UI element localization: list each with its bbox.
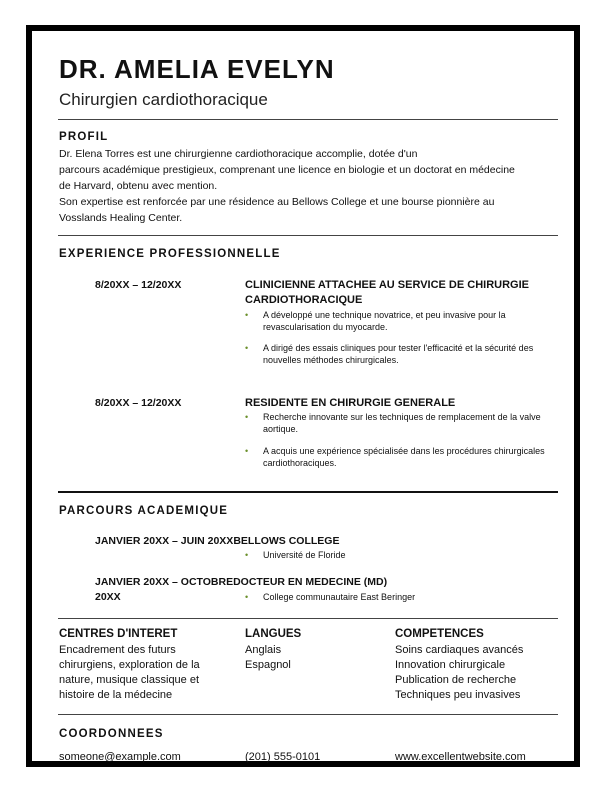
- bullet-item: [245, 591, 555, 603]
- profile-heading: PROFIL: [59, 131, 109, 143]
- bullet-item: [245, 309, 555, 333]
- bullet-icon: •: [245, 446, 249, 456]
- divider: [58, 714, 558, 715]
- divider: [58, 119, 558, 120]
- bullet-icon: •: [245, 310, 249, 320]
- education-entry-year: 20XX: [95, 591, 121, 603]
- bullet-item: [245, 411, 555, 435]
- interests-heading: CENTRES D'INTERET: [59, 628, 178, 640]
- divider: [58, 235, 558, 236]
- bullet-item: [245, 549, 555, 561]
- bullet-icon: •: [245, 343, 249, 353]
- job-title: Chirurgien cardiothoracique: [59, 90, 268, 109]
- skills-list: [395, 643, 560, 703]
- bullet-text: A dirigé des essais cliniques pour tester l'efficacité et la sécurité des nouvelles méthodes chirurgicales.: [263, 343, 534, 365]
- bullet-icon: •: [245, 550, 249, 560]
- job-title-entry: RESIDENTE EN CHIRURGIE GENERALE: [245, 397, 456, 409]
- profile-line: Son expertise est renforcée par une résidence au Bellows College et une bourse pionnière au: [59, 196, 495, 208]
- bullet-text: A acquis une expérience spécialisée dans les procédures chirurgicales cardiothoraciques.: [263, 446, 545, 468]
- language-item: Anglais: [245, 644, 282, 656]
- bullet-text: Université de Floride: [263, 550, 346, 560]
- bullet-text: A développé une technique novatrice, et peu invasive pour la revascularisation du myocarde.: [263, 310, 506, 332]
- divider: [58, 618, 558, 619]
- experience-heading: EXPERIENCE PROFESSIONNELLE: [59, 248, 281, 260]
- candidate-name: DR. AMELIA EVELYN: [59, 54, 335, 84]
- job-dates: 8/20XX – 12/20XX: [95, 397, 182, 409]
- education-entry: JANVIER 20XX – JUIN 20XXBELLOWS COLLEGE: [95, 535, 340, 547]
- bullet-text: Recherche innovante sur les techniques de remplacement de la valve aortique.: [263, 412, 541, 434]
- contact-phone[interactable]: (201) 555-0101: [245, 751, 321, 763]
- contact-website[interactable]: www.excellentwebsite.com: [395, 751, 526, 763]
- bullet-icon: •: [245, 412, 249, 422]
- profile-line: de Harvard, obtenu avec mention.: [59, 180, 218, 192]
- bullet-text: College communautaire East Beringer: [263, 592, 416, 602]
- interests-line: histoire de la médecine: [59, 689, 173, 701]
- education-heading: PARCOURS ACADEMIQUE: [59, 505, 229, 517]
- profile-line: Vosslands Healing Center.: [59, 212, 183, 224]
- interests-line: chirurgiens, exploration de la: [59, 659, 200, 671]
- language-item: Espagnol: [245, 659, 291, 671]
- education-entry: JANVIER 20XX – OCTOBREDOCTEUR EN MEDECINE (MD): [95, 576, 388, 588]
- contact-email[interactable]: someone@example.com: [59, 751, 181, 763]
- interests-line: Encadrement des futurs: [59, 644, 176, 656]
- profile-text: [59, 146, 559, 226]
- languages-heading: LANGUES: [245, 628, 302, 640]
- profile-line: Dr. Elena Torres est une chirurgienne cardiothoracique accomplie, dotée d'un: [59, 148, 418, 160]
- skills-heading: COMPETENCES: [395, 628, 484, 640]
- job-title-entry: CLINICIENNE ATTACHEE AU SERVICE DE CHIRURGIE CARDIOTHORACIQUE: [245, 279, 529, 306]
- bullet-item: [245, 342, 555, 366]
- interests-text: [59, 643, 229, 703]
- contact-heading: COORDONNEES: [59, 728, 164, 740]
- job-dates: 8/20XX – 12/20XX: [95, 279, 182, 291]
- bullet-item: [245, 445, 555, 469]
- profile-line: parcours académique prestigieux, comprenant une licence en biologie et un doctorat en médecine: [59, 164, 515, 176]
- languages-list: [245, 643, 291, 673]
- bullet-icon: •: [245, 592, 249, 602]
- skill-item: Innovation chirurgicale: [395, 659, 506, 671]
- skill-item: Soins cardiaques avancés: [395, 644, 524, 656]
- divider: [58, 491, 558, 493]
- skill-item: Techniques peu invasives: [395, 689, 521, 701]
- interests-line: nature, musique classique et: [59, 674, 200, 686]
- skill-item: Publication de recherche: [395, 674, 517, 686]
